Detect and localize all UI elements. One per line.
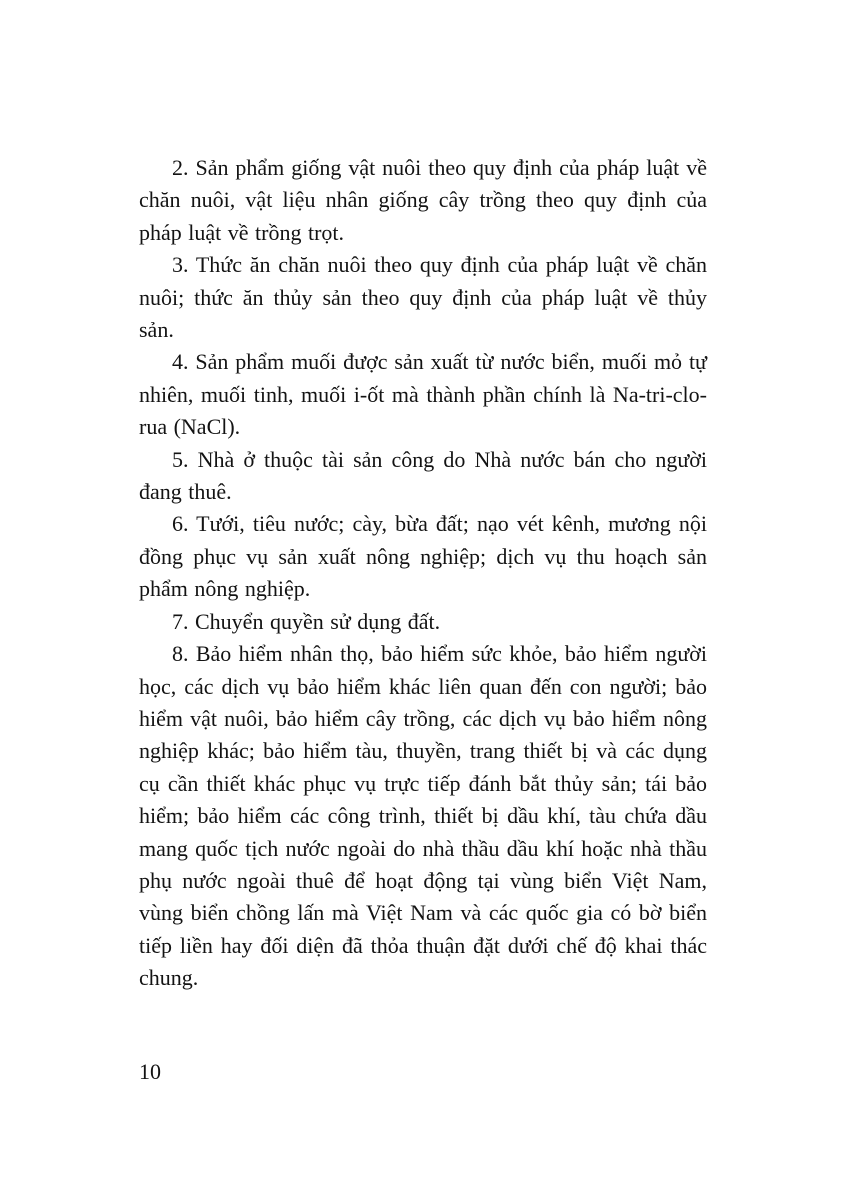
paragraph-item-7: 7. Chuyển quyền sử dụng đất.: [172, 608, 441, 634]
paragraph-item-4: 4. Sản phẩm muối được sản xuất từ nước biển, muối mỏ tự nhiên, muối tinh, muối i-ốt mà thành phần chính là Na-tri-clo-rua (NaCl).: [139, 349, 707, 440]
paragraph-item-5: 5. Nhà ở thuộc tài sản công do Nhà nước bán cho người đang thuê.: [139, 446, 707, 505]
paragraph-item-6: 6. Tưới, tiêu nước; cày, bừa đất; nạo vét kênh, mương nội đồng phục vụ sản xuất nông nghiệp; dịch vụ thu hoạch sản phẩm nông nghiệp.: [139, 511, 707, 602]
page-number: 10: [139, 1059, 161, 1084]
paragraph-item-8: 8. Bảo hiểm nhân thọ, bảo hiểm sức khỏe, bảo hiểm người học, các dịch vụ bảo hiểm khác liên quan đến con người; bảo hiểm vật nuôi, bảo hiểm cây trồng, các dịch vụ bảo hiểm nông nghiệp khác; bảo hiểm tàu, thuyền, trang thiết bị và các dụng cụ cần thiết khác phục vụ trực tiếp đánh bắt thủy sản; tái bảo hiểm; bảo hiểm các công trình, thiết bị dầu khí, tàu chứa dầu mang quốc tịch nước ngoài do nhà thầu dầu khí hoặc nhà thầu phụ nước ngoài thuê để hoạt động tại vùng biển Việt Nam, vùng biển chồng lấn mà Việt Nam và các quốc gia có bờ biển tiếp liền hay đối diện đã thỏa thuận đặt dưới chế độ khai thác chung.: [139, 641, 707, 991]
body-text: [139, 152, 707, 995]
paragraph-item-2: 2. Sản phẩm giống vật nuôi theo quy định của pháp luật về chăn nuôi, vật liệu nhân giống cây trồng theo quy định của pháp luật về trồng trọt.: [139, 155, 707, 245]
paragraph-item-3: 3. Thức ăn chăn nuôi theo quy định của pháp luật về chăn nuôi; thức ăn thủy sản theo quy định của pháp luật về thủy sản.: [139, 252, 707, 343]
